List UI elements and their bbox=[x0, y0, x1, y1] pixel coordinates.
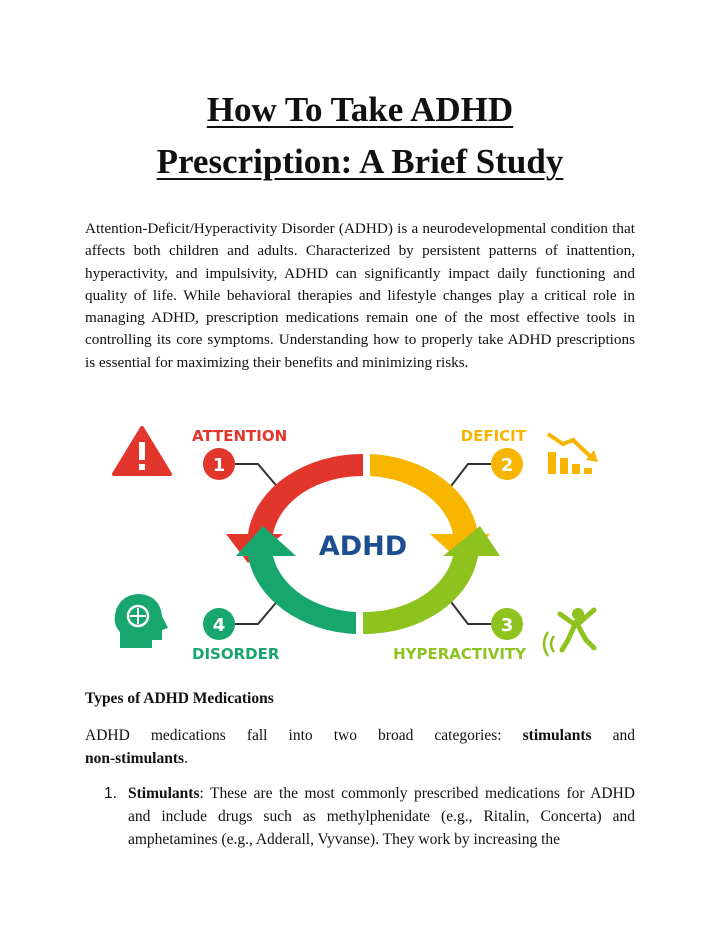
connector-line-4 bbox=[233, 598, 280, 624]
number-4: 4 bbox=[212, 615, 226, 636]
intro-paragraph: Attention-Deficit/Hyperactivity Disorder (ADHD) is a neurodevelopmental condition that affects both children and adults. Characterized by persistent patterns of inattention, hyperactivity, and impulsivity, ADHD can significantly impact daily functioning and quality of life. While behavioral therapies and lifestyle changes play a critical role in managing ADHD, prescription medications remain one of the most effective tools in controlling its core symptoms. Understanding how to properly take ADHD prescriptions is essential for maximizing their benefits and minimizing risks. bbox=[85, 220, 635, 371]
list-description: : These are the most commonly prescribed medications for ADHD and include drugs such as methylphenidate (e.g., Ritalin, Concerta) and amphetamines (e.g., Adderall, Vyvanse). They work by increasing the bbox=[128, 785, 635, 848]
label-disorder: DISORDER bbox=[192, 645, 280, 663]
brain-head-icon bbox=[115, 594, 168, 648]
list-number: 1. bbox=[104, 785, 117, 802]
categories-intro: ADHD medications fall into two broad categories: bbox=[85, 727, 502, 744]
label-deficit: DEFICIT bbox=[460, 427, 526, 445]
jumping-person-icon bbox=[544, 608, 594, 656]
title-line-1: How To Take ADHD bbox=[206, 90, 514, 129]
number-3: 3 bbox=[500, 615, 514, 636]
adhd-infographic bbox=[108, 418, 618, 668]
categories-paragraph-end bbox=[85, 747, 188, 770]
connector-line-1 bbox=[233, 464, 280, 490]
categories-paragraph bbox=[85, 724, 635, 747]
types-heading: Types of ADHD Medications bbox=[85, 690, 274, 707]
connector-line-3 bbox=[448, 598, 493, 624]
warning-icon bbox=[114, 428, 170, 474]
and-word: and bbox=[612, 727, 635, 744]
label-hyperactivity: HYPERACTIVITY bbox=[393, 645, 526, 663]
declining-chart-icon bbox=[548, 434, 598, 474]
adhd-cycle-diagram bbox=[108, 418, 618, 668]
page-title bbox=[60, 84, 660, 188]
non-stimulants-term: non-stimulants bbox=[85, 750, 185, 767]
period: . bbox=[184, 750, 188, 767]
number-2: 2 bbox=[500, 455, 514, 476]
list-text bbox=[128, 782, 635, 851]
stimulants-term: stimulants bbox=[522, 727, 592, 744]
center-label: ADHD bbox=[318, 531, 408, 562]
connector-line-2 bbox=[448, 464, 493, 490]
list-term: Stimulants bbox=[128, 785, 200, 802]
number-1: 1 bbox=[212, 455, 226, 476]
label-attention: ATTENTION bbox=[192, 427, 288, 445]
title-line-2: Prescription: A Brief Study bbox=[156, 142, 564, 181]
